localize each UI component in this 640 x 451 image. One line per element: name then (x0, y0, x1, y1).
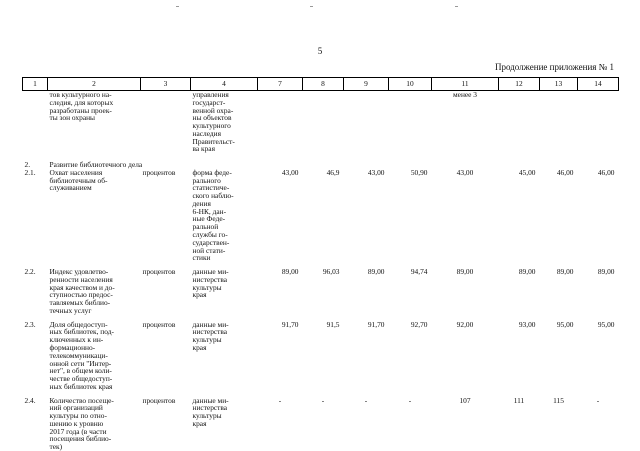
value-cell: 91,5 (326, 319, 340, 329)
value-cell: 43,00 (281, 167, 299, 177)
value-cell: 89,00 (518, 267, 536, 277)
value-cell: - (596, 395, 600, 405)
page-number: 5 (317, 46, 323, 56)
value-cell: 43,00 (456, 167, 474, 177)
value-cell: 96,03 (322, 267, 340, 277)
value-cell: 92,00 (456, 319, 474, 329)
continuation-row (23, 91, 619, 154)
indicator-cell: Индекс удовлетво- ренности населения края качеством и до- ступностью предос- тавляемых библио- течных услуг (49, 267, 115, 315)
value-cell: 50,90 (410, 167, 428, 177)
value-cell: 92,70 (410, 319, 428, 329)
row-number: 2.2. (24, 267, 36, 277)
value-cell: 91,70 (281, 319, 299, 329)
source-cell: управления государст- венной охра- ны объектов культурного наследия Правительст- ва края (192, 90, 235, 154)
appendix-note: Продолжение приложения № 1 (494, 62, 614, 72)
indicator-cell: Охват населения библиотечным об- служиванием (49, 167, 108, 193)
source-cell: форма феде- рального статистиче- ского наблю- дения 6-НК, дан- ные Феде- ральной службы го- сударствен- ной стати- стики (192, 167, 234, 263)
value-cell: 91,70 (367, 319, 385, 329)
column-header: 7 (258, 78, 303, 91)
value-cell: 45,00 (518, 167, 536, 177)
value-cell: 95,00 (597, 319, 615, 329)
value-cell: - (321, 395, 325, 405)
column-header: 12 (499, 78, 540, 91)
column-header: 14 (578, 78, 619, 91)
value-cell: - (408, 395, 412, 405)
section-title: Развитие библиотечного дела (49, 160, 143, 170)
indicator-cell: Доля общедоступ- ных библиотек, под- ключенных к ин- формационно- телекоммуникаци- онной сети "Интер- нет", в общем коли- честве общедоступ- ных библиотек края (49, 319, 114, 391)
source-cell: данные ми- нистерства культуры края (192, 319, 229, 352)
header-row (23, 78, 619, 91)
value-cell: 93,00 (518, 319, 536, 329)
value-cell: 89,00 (556, 267, 574, 277)
column-header: 10 (389, 78, 432, 91)
source-cell: данные ми- нистерства культуры края (192, 395, 229, 428)
table-row (23, 268, 619, 315)
unit-cell: процентов (142, 395, 176, 405)
scan-artifact (176, 6, 179, 7)
value-cell: 95,00 (556, 319, 574, 329)
value-cell: - (364, 395, 368, 405)
column-header: 11 (432, 78, 499, 91)
value-cell: - (278, 395, 282, 405)
value-cell: 107 (459, 395, 471, 405)
value-cell: 94,74 (410, 267, 428, 277)
indicators-table (22, 77, 619, 451)
value-cell: 46,9 (326, 167, 340, 177)
unit-cell: процентов (142, 319, 176, 329)
value-cell: 89,00 (367, 267, 385, 277)
column-header: 3 (141, 78, 191, 91)
value-cell: 89,00 (456, 267, 474, 277)
table-row (23, 397, 619, 451)
column-header: 4 (191, 78, 258, 91)
value-cell: 115 (553, 395, 564, 405)
unit-cell: процентов (142, 167, 176, 177)
column-header: 1 (23, 78, 48, 91)
value-cell: 46,00 (597, 167, 615, 177)
unit-cell: процентов (142, 267, 176, 277)
indicator-cell: Количество посеще- ний организаций культуры по отно- шению к уровню 2017 года (в части посещения библио- тек) (49, 395, 114, 451)
row-number: 2.4. (24, 395, 36, 405)
column-header: 2 (48, 78, 141, 91)
source-cell: данные ми- нистерства культуры края (192, 267, 229, 300)
column-header: 8 (303, 78, 344, 91)
table-row (23, 321, 619, 391)
column-header: 9 (344, 78, 389, 91)
value-cell: 43,00 (367, 167, 385, 177)
indicator-cell: тов культурного на- следия, для которых разработаны проек- ты зон охраны (49, 90, 114, 123)
column-header: 13 (540, 78, 578, 91)
row-number: 2.3. (24, 319, 36, 329)
value-cell: менее 3 (452, 90, 478, 99)
value-cell: 111 (513, 395, 525, 405)
section-number: 2. (24, 160, 31, 170)
value-cell: 46,00 (556, 167, 574, 177)
scan-artifact (310, 6, 313, 7)
value-cell: 89,00 (281, 267, 299, 277)
table-row (23, 169, 619, 262)
scan-artifact (455, 6, 458, 7)
value-cell: 89,00 (597, 267, 615, 277)
row-number: 2.1. (24, 167, 36, 177)
